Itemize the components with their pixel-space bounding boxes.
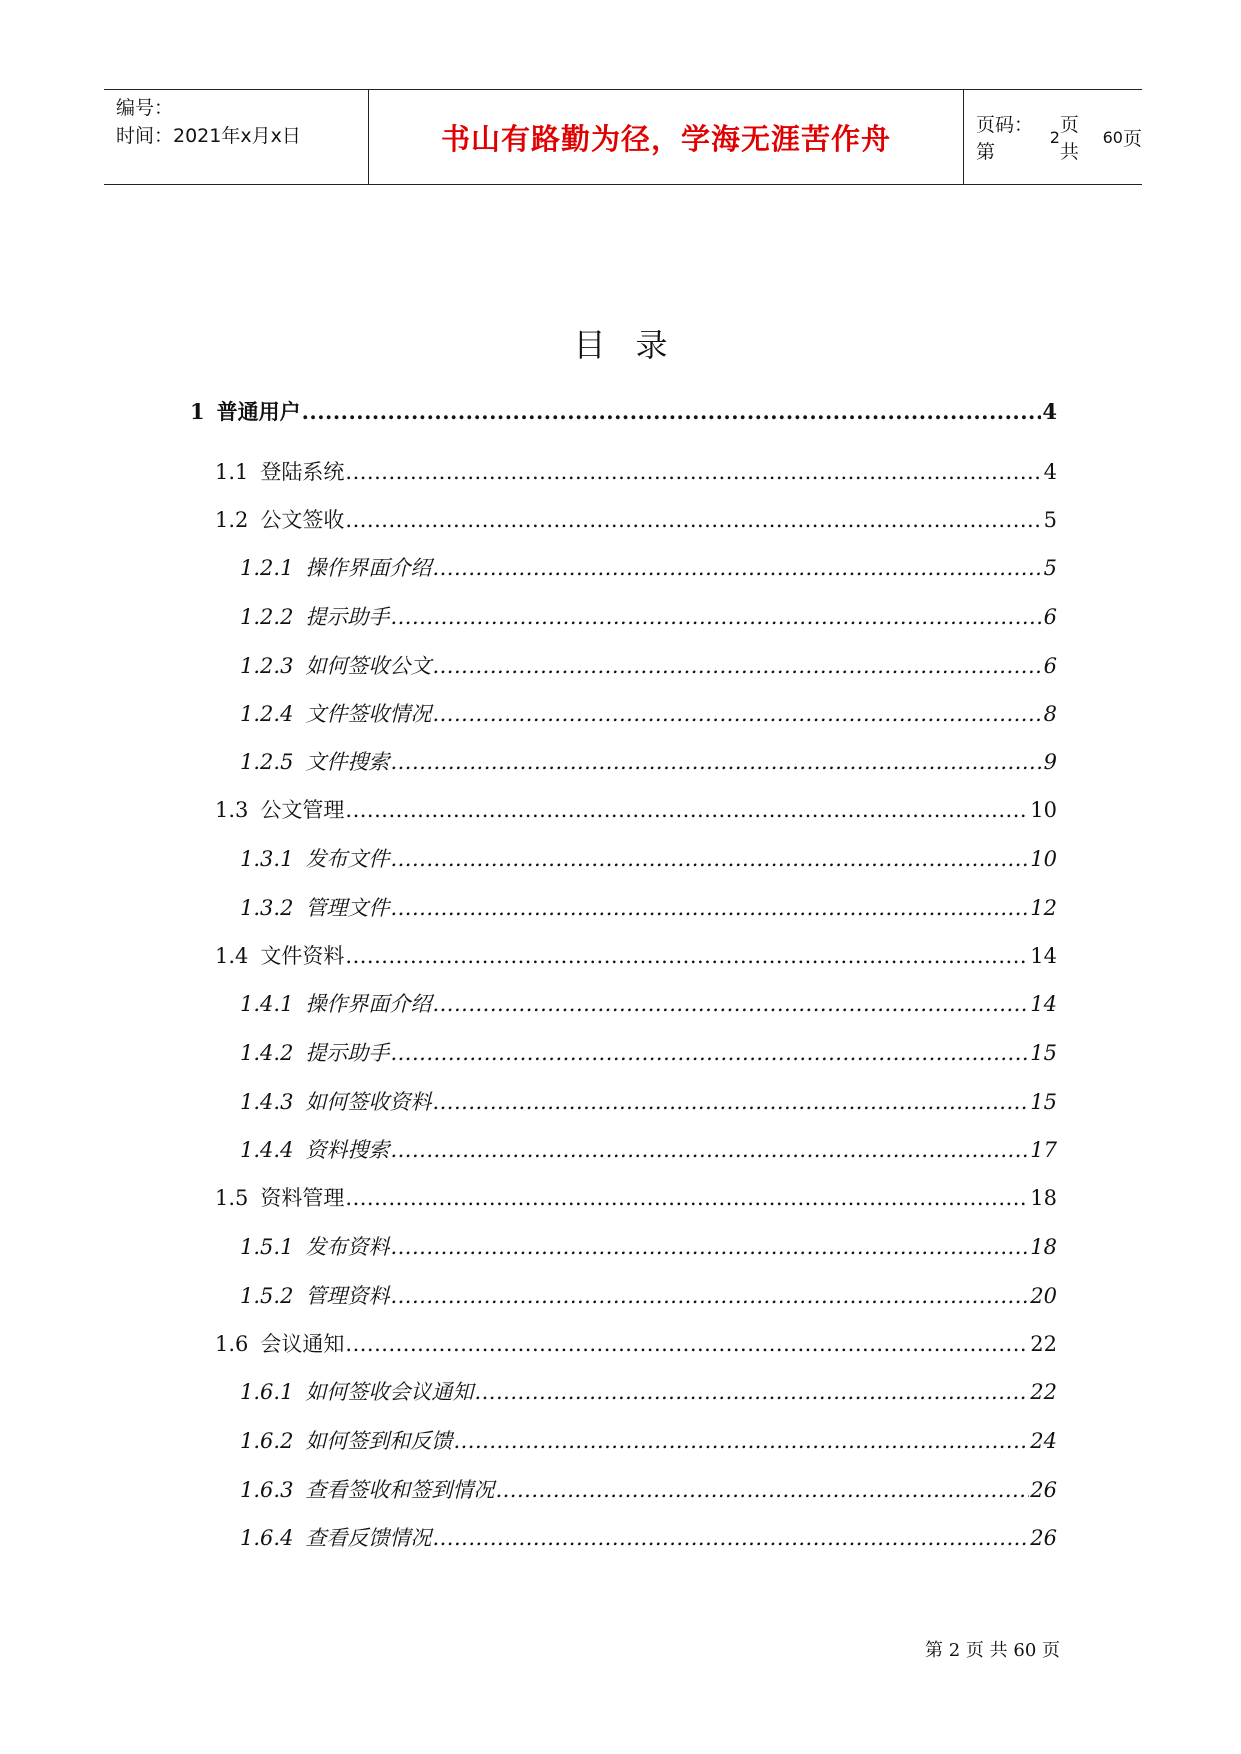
toc-entry-page: 12 [1030, 896, 1057, 920]
toc-dot-leader [345, 1178, 1029, 1218]
toc-entry-title: 公文签收 [260, 508, 345, 532]
toc-entry-page: 6 [1043, 605, 1057, 629]
toc-entry[interactable] [215, 500, 1057, 540]
toc-entry-page: 10 [1030, 798, 1057, 822]
toc-entry-title: 操作界面介绍 [305, 992, 432, 1016]
toc-entry-page: 18 [1030, 1186, 1057, 1210]
toc-dot-leader [390, 1130, 1029, 1170]
toc-entry-number: 1.2.3 [240, 654, 294, 678]
toc-entry-number: 1.2 [215, 508, 249, 532]
header-page-cell [964, 90, 1142, 184]
toc-entry-number: 1.3 [215, 798, 249, 822]
toc-entry-page: 15 [1030, 1041, 1057, 1065]
toc-entry-page: 8 [1043, 702, 1057, 726]
toc-dot-leader [432, 694, 1042, 734]
toc-entry-page: 15 [1030, 1090, 1057, 1114]
toc-entry-title: 如何签收公文 [305, 654, 432, 678]
toc-dot-leader [390, 1227, 1029, 1267]
toc-entry-number: 1.2.4 [240, 702, 294, 726]
toc-entry-title: 管理资料 [305, 1284, 390, 1308]
toc-entry[interactable] [240, 1518, 1057, 1558]
toc-entry[interactable] [240, 888, 1057, 928]
toc-entry-page: 5 [1043, 556, 1057, 580]
toc-entry-number: 1.6 [215, 1332, 249, 1356]
toc-entry-number: 1 [190, 399, 205, 424]
toc-entry-page: 4 [1042, 399, 1057, 424]
toc-dot-leader [345, 790, 1029, 830]
toc-entry-number: 1.3.2 [240, 896, 294, 920]
toc-entry[interactable] [240, 694, 1057, 734]
toc-entry[interactable] [215, 790, 1057, 830]
toc-entry-page: 18 [1030, 1235, 1057, 1259]
toc-dot-leader [390, 888, 1029, 928]
toc-entry-number: 1.4.3 [240, 1090, 294, 1114]
toc-entry-number: 1.2.5 [240, 750, 294, 774]
toc-entry[interactable] [240, 1421, 1057, 1461]
toc-entry-title: 文件资料 [260, 944, 345, 968]
toc-entry-title: 登陆系统 [260, 460, 345, 484]
toc-entry-title: 如何签收资料 [305, 1090, 432, 1114]
number-label: 编号： [116, 97, 174, 119]
toc-dot-leader [345, 452, 1042, 492]
toc-entry-title: 如何签收会议通知 [305, 1380, 474, 1404]
toc-dot-leader [474, 1372, 1029, 1412]
toc-entry-number: 1.6.4 [240, 1526, 294, 1550]
toc-dot-leader [432, 984, 1029, 1024]
page-mid: 页 共 [1059, 114, 1079, 163]
page-footer: 第 2 页 共 60 页 [925, 1640, 1060, 1661]
toc-dot-leader [390, 1276, 1029, 1316]
toc-entry-title: 发布资料 [305, 1235, 390, 1259]
toc-entry-title: 公文管理 [260, 798, 345, 822]
toc-dot-leader [390, 839, 1029, 879]
toc-dot-leader [302, 392, 1042, 432]
page-title: 目录 [573, 326, 698, 364]
toc-entry[interactable] [240, 1130, 1057, 1170]
toc-entry-number: 1.4.2 [240, 1041, 294, 1065]
toc-entry[interactable] [240, 1082, 1057, 1122]
toc-dot-leader [453, 1421, 1029, 1461]
toc-entry[interactable] [215, 1324, 1057, 1364]
toc-entry-number: 1.5.2 [240, 1284, 294, 1308]
toc-entry-title: 资料管理 [260, 1186, 345, 1210]
toc-entry-title: 普通用户 [216, 399, 301, 424]
toc-entry-number: 1.2.2 [240, 605, 294, 629]
page-prefix: 页码：第 [976, 114, 1034, 163]
toc-dot-leader [390, 597, 1042, 637]
toc-entry-page: 26 [1030, 1526, 1057, 1550]
toc-entry[interactable] [240, 1276, 1057, 1316]
toc-entry-title: 提示助手 [305, 1041, 390, 1065]
toc-dot-leader [345, 1324, 1029, 1364]
toc-entry-page: 24 [1030, 1429, 1057, 1453]
toc-entry-number: 1.5.1 [240, 1235, 294, 1259]
toc-entry[interactable] [240, 1372, 1057, 1412]
toc-entry-title: 如何签到和反馈 [305, 1429, 453, 1453]
toc-entry-page: 14 [1030, 944, 1057, 968]
toc-entry-title: 资料搜索 [305, 1138, 390, 1162]
toc-entry[interactable] [215, 452, 1057, 492]
toc-entry-number: 1.6.1 [240, 1380, 294, 1404]
toc-entry-title: 查看签收和签到情况 [305, 1478, 495, 1502]
page-total: 60 [1102, 127, 1123, 147]
toc-entry-page: 5 [1043, 508, 1057, 532]
toc-entry-title: 文件签收情况 [305, 702, 432, 726]
toc-entry-number: 1.3.1 [240, 847, 294, 871]
toc-entry[interactable] [240, 1470, 1057, 1510]
toc-dot-leader [345, 936, 1029, 976]
toc-entry-page: 20 [1030, 1284, 1057, 1308]
toc-entry-page: 17 [1030, 1138, 1057, 1162]
toc-entry-title: 查看反馈情况 [305, 1526, 432, 1550]
toc-entry[interactable] [240, 742, 1057, 782]
toc-entry-title: 管理文件 [305, 896, 390, 920]
toc-entry-page: 22 [1030, 1380, 1057, 1404]
toc-entry-number: 1.4.1 [240, 992, 294, 1016]
toc-entry[interactable] [215, 1178, 1057, 1218]
toc-entry-title: 会议通知 [260, 1332, 345, 1356]
toc-dot-leader [495, 1470, 1029, 1510]
toc-entry-page: 4 [1043, 460, 1057, 484]
toc-entry-page: 10 [1030, 847, 1057, 871]
toc-entry-title: 文件搜索 [305, 750, 390, 774]
toc-entry-number: 1.6.2 [240, 1429, 294, 1453]
toc-entry[interactable] [240, 548, 1057, 588]
toc-dot-leader [432, 1082, 1029, 1122]
document-header [104, 89, 1142, 185]
toc-entry-number: 1.1 [215, 460, 249, 484]
toc-entry[interactable] [240, 1227, 1057, 1267]
time-label: 时间：2021年x月x日 [116, 125, 301, 147]
toc-entry-number: 1.5 [215, 1186, 249, 1210]
toc-entry-title: 发布文件 [305, 847, 390, 871]
page-number: 2 [1049, 127, 1060, 147]
toc-entry[interactable] [190, 392, 1057, 432]
toc-entry-page: 22 [1030, 1332, 1057, 1356]
toc-dot-leader [390, 1033, 1029, 1073]
toc-entry-title: 操作界面介绍 [305, 556, 432, 580]
toc-entry[interactable] [240, 646, 1057, 686]
toc-entry-page: 14 [1030, 992, 1057, 1016]
toc-entry[interactable] [215, 936, 1057, 976]
toc-entry-number: 1.4.4 [240, 1138, 294, 1162]
toc-entry-page: 9 [1043, 750, 1057, 774]
toc-entry-title: 提示助手 [305, 605, 390, 629]
toc-entry-number: 1.6.3 [240, 1478, 294, 1502]
toc-dot-leader [345, 500, 1042, 540]
toc-entry-number: 1.2.1 [240, 556, 294, 580]
slogan: 书山有路勤为径，学海无涯苦作舟 [440, 121, 891, 156]
toc-entry[interactable] [240, 597, 1057, 637]
toc-entry[interactable] [240, 984, 1057, 1024]
toc-dot-leader [432, 548, 1042, 588]
header-meta-cell [104, 90, 369, 184]
header-slogan-cell [369, 90, 964, 184]
page-suffix: 页 [1122, 127, 1142, 150]
toc-dot-leader [390, 742, 1042, 782]
toc-entry[interactable] [240, 1033, 1057, 1073]
toc-entry-page: 6 [1043, 654, 1057, 678]
toc-entry[interactable] [240, 839, 1057, 879]
toc-entry-number: 1.4 [215, 944, 249, 968]
toc-dot-leader [432, 646, 1042, 686]
toc-dot-leader [432, 1518, 1029, 1558]
toc-entry-page: 26 [1030, 1478, 1057, 1502]
